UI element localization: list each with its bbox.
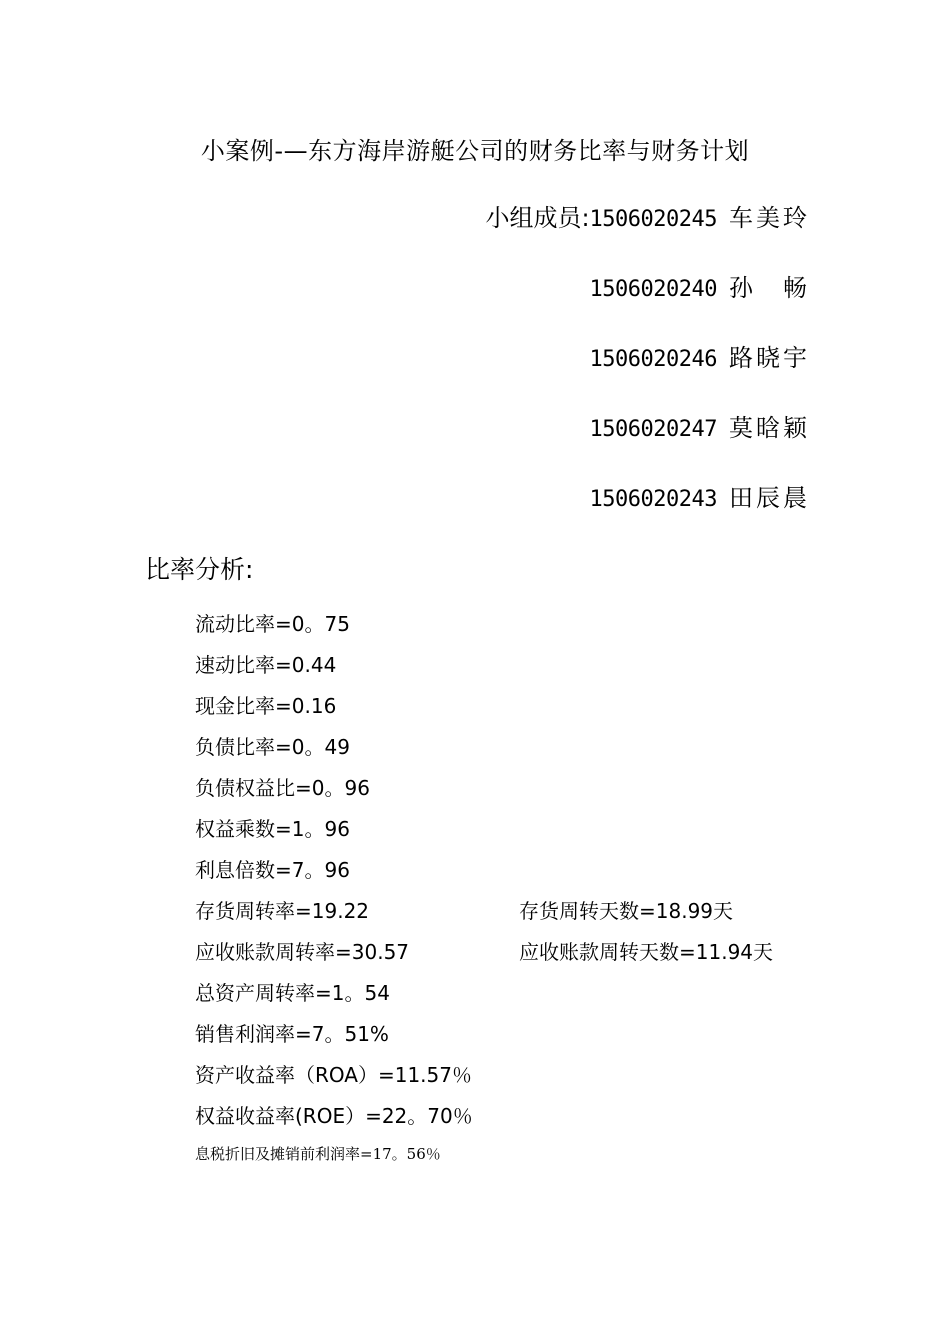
ratio-item: 资产收益率（ROA）=11.57％ [195,1063,472,1087]
ratio-row [195,935,845,976]
ratio-row [195,607,845,648]
ratio-row [195,812,845,853]
member-name: 田辰晨 [729,484,807,512]
member-row [485,410,807,480]
members-label: 小组成员: [485,204,590,232]
member-name: 路晓宇 [729,344,807,372]
ratio-row [195,1017,845,1058]
ratio-row [195,730,845,771]
ratio-item: 现金比率=0.16 [195,694,337,718]
ratio-row [195,771,845,812]
ratio-row [195,689,845,730]
ratio-item: 流动比率=0。75 [195,612,350,636]
ratio-item: 权益收益率(ROE）=22。70％ [195,1104,473,1128]
member-row [485,340,807,410]
ratio-list [195,607,845,1181]
ratio-item-days: 存货周转天数=18.99天 [519,899,734,923]
ratio-item: 负债权益比=0。96 [195,776,370,800]
document-title: 小案例-—东方海岸游艇公司的财务比率与财务计划 [200,137,750,165]
ratio-row [195,853,845,894]
ratio-item-days: 应收账款周转天数=11.94天 [519,940,774,964]
member-row [485,200,807,270]
ratio-item: 速动比率=0.44 [195,653,337,677]
section-heading: 比率分析: [145,555,254,584]
ratio-item: 存货周转率=19.22 [195,899,370,923]
ratio-item: 利息倍数=7。96 [195,858,350,882]
ratio-row [195,1099,845,1140]
member-id: 1506020243 [589,487,717,512]
ratio-item: 总资产周转率=1。54 [195,981,390,1005]
member-name: 车美玲 [729,204,807,232]
ratio-row [195,1140,845,1181]
member-row [485,270,807,340]
ratio-item: 应收账款周转率=30.57 [195,940,410,964]
ratio-row [195,976,845,1017]
member-id: 1506020246 [589,347,717,372]
ratio-item: 销售利润率=7。51% [195,1022,389,1046]
member-id: 1506020240 [589,277,717,302]
member-id: 1506020245 [589,207,717,232]
group-members [485,200,807,550]
member-id: 1506020247 [589,417,717,442]
ratio-row [195,894,845,935]
member-name: 莫晗颖 [729,414,807,442]
member-row [485,480,807,550]
ratio-item: 负债比率=0。49 [195,735,350,759]
ratio-item: 权益乘数=1。96 [195,817,350,841]
member-name: 孙畅 [729,274,807,302]
ratio-row [195,648,845,689]
ratio-row [195,1058,845,1099]
ratio-footnote: 息税折旧及摊销前利润率=17。56％ [195,1145,441,1163]
